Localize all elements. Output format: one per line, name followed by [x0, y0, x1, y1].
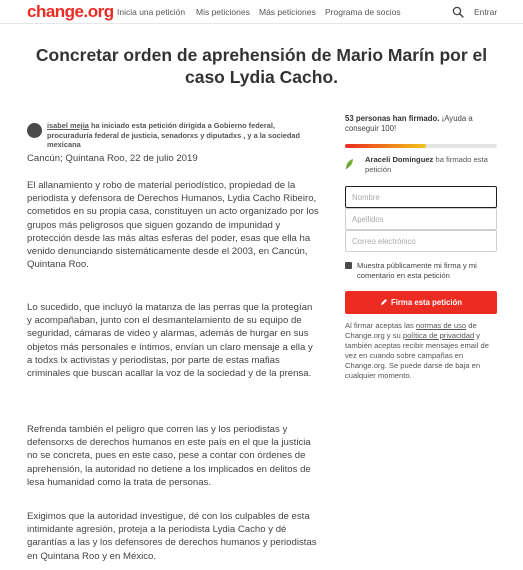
petition-title: Concretar orden de aprehensión de Mario Marín por el caso Lydia Cacho. — [35, 45, 488, 87]
email-input[interactable] — [346, 232, 496, 252]
change-org-logo[interactable]: change.org — [27, 2, 114, 21]
first-name-input[interactable] — [346, 188, 496, 208]
terms-of-use-link[interactable]: normas de uso — [415, 321, 467, 330]
nav-partner-program[interactable]: Programa de socios — [325, 7, 401, 17]
sign-petition-button[interactable] — [345, 291, 497, 314]
signature-goal-text: ¡Ayuda a conseguir 100! — [345, 114, 473, 133]
petition-paragraph: Lo sucedido, que incluyó la matanza de las perras que la protegían y acompañaban, junto con el desmantelamiento de su equipo de seguridad, cámaras de video y alarmas, además de hurgar en sus objetos más personales e íntimos, envían un claro mensaje a ella y a todxs lx activistas y periodistas, por parte de estas mafias criminales que buscan acallar la voz de la sociedad y de la prensa. — [27, 302, 313, 380]
signature-count-bold: 53 personas han firmado. — [345, 114, 440, 123]
search-icon[interactable] — [452, 6, 464, 18]
author-avatar[interactable] — [27, 123, 42, 138]
signature-progress-bar — [345, 144, 497, 148]
signer-leaf-icon — [345, 158, 354, 170]
recent-signer-text — [365, 155, 497, 175]
first-name-field-wrapper — [345, 186, 497, 208]
nav-browse-petitions[interactable]: Más peticiones — [259, 7, 316, 17]
recent-signer-action: ha firmado esta petición — [365, 155, 488, 174]
public-signature-checkbox[interactable] — [345, 262, 352, 269]
author-line — [47, 121, 317, 150]
privacy-policy-link[interactable]: política de privacidad — [402, 331, 475, 340]
recent-signer-name: Araceli Domínguez — [365, 155, 434, 164]
login-link[interactable]: Entrar — [474, 7, 498, 17]
last-name-input[interactable] — [346, 210, 496, 230]
legal-notice — [345, 321, 497, 381]
signature-progress-fill — [345, 144, 426, 148]
last-name-field-wrapper — [345, 208, 497, 230]
petition-paragraph: Refrenda también el peligro que corren las y los periodistas y defensorxs de derechos humanos en este país en el que la justicia no se concreta, pues en este caso, pese a contar con órdenes de aprehensión, la autoridad no detiene a los implicados en delitos de lesa humanidad como la trata de personas. — [27, 424, 311, 488]
top-navigation-bar — [0, 0, 523, 24]
legal-text: y también aceptas recibir mensajes email de vez en cuando sobre campañas en Change.org. Se puede darse de baja en cualquier momento. — [345, 331, 489, 380]
legal-text: Al firmar aceptas las — [345, 321, 416, 330]
author-name-link[interactable]: isabel mejia — [47, 121, 89, 130]
nav-my-petitions[interactable]: Mis peticiones — [196, 7, 250, 17]
sign-sidebar — [345, 114, 497, 380]
signature-count — [345, 114, 497, 134]
public-signature-label[interactable]: Muestra públicamente mi firma y mi comentario en esta petición — [357, 261, 477, 280]
email-field-wrapper — [345, 230, 497, 252]
nav-start-petition[interactable]: Inicia una petición — [117, 7, 186, 17]
sign-petition-label: Firma esta petición — [390, 298, 463, 307]
pen-icon — [380, 298, 388, 306]
petition-dateline: Cancún; Quintana Roo, 22 de julio 2019 — [27, 153, 198, 164]
petition-paragraph: El allanamiento y robo de material periodístico, propiedad de la periodista y defensora de Derechos Humanos, Lydia Cacho Ribeiro, cometidos en su propia casa, constituyen un acto organizado por los grupos más peligrosos que siguen gozando de impunidad y protección desde las más altas esferas del poder, esas que ella ha venido denunciando sistemáticamente desde el 2003, en Cancún, Quintana Roo. — [27, 180, 319, 271]
author-action-text: ha iniciado esta petición dirigida a Gobierno federal, procuraduría federal de justicia, senadorxs y diputadxs , y a la sociedad mexicana — [47, 121, 301, 149]
legal-text: de Change.org y su — [345, 321, 477, 340]
petition-paragraph: Exigimos que la autoridad investigue, dé con los culpables de esta intimidante agresión, proteja a la periodista Lydia Cacho y dé garantías a las y los defensores de derechos humanos y periodistas en Quintana Roo y en México. — [27, 511, 317, 562]
